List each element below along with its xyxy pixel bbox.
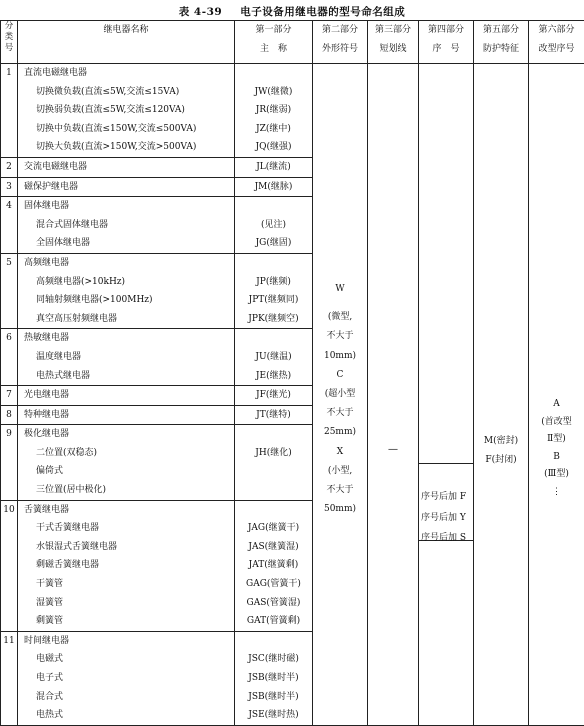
group-codes xyxy=(235,500,313,631)
header-part3-line2: 短划线 xyxy=(368,40,418,59)
shape-symbol-line: 不大于 xyxy=(313,404,367,423)
serial-suffix-line: 序号后加 F xyxy=(421,487,475,508)
group-codes xyxy=(235,329,313,386)
subtype-name: 电热式继电器 xyxy=(18,367,234,386)
category-name: 舌簧继电器 xyxy=(18,501,234,520)
group-num: 11 xyxy=(1,631,18,725)
shape-symbol-line: (小型, xyxy=(313,462,367,481)
group-codes xyxy=(235,64,313,158)
type-code: JPT(继频同) xyxy=(235,291,312,310)
type-code: JW(继微) xyxy=(235,83,312,102)
type-code: JL(继流) xyxy=(235,158,312,177)
subtype-name: 水银湿式舌簧继电器 xyxy=(18,538,234,557)
group-names xyxy=(18,405,235,425)
type-code: JU(继温) xyxy=(235,348,312,367)
type-code: JAG(继簧干) xyxy=(235,519,312,538)
header-row xyxy=(1,21,584,64)
group-num: 8 xyxy=(1,405,18,425)
type-code: JG(继固) xyxy=(235,234,312,253)
part4-text xyxy=(419,487,475,549)
group-codes xyxy=(235,405,313,425)
subtype-name: 三位置(居中极化) xyxy=(18,481,234,500)
subtype-name: 二位置(双稳态) xyxy=(18,444,234,463)
group-codes xyxy=(235,157,313,177)
category-name: 特种继电器 xyxy=(18,406,234,425)
type-code: JSE(继时热) xyxy=(235,706,312,725)
revision-line: Ⅱ型) xyxy=(529,431,584,449)
header-part6-line2: 改型序号 xyxy=(529,40,584,59)
group-num: 2 xyxy=(1,157,18,177)
header-part5 xyxy=(474,21,529,64)
type-code: JPK(继频空) xyxy=(235,310,312,329)
shape-symbol-line: (微型, xyxy=(313,308,367,327)
shape-symbol-line xyxy=(313,299,367,308)
subtype-name: 干簧管 xyxy=(18,575,234,594)
shape-symbol-line: 25mm) xyxy=(313,423,367,442)
type-code: JSB(继时半) xyxy=(235,669,312,688)
subtype-name: 同轴射频继电器(>100MHz) xyxy=(18,291,234,310)
revision-line: (Ⅲ型) xyxy=(529,466,584,484)
type-code: JF(继光) xyxy=(235,386,312,405)
group-codes xyxy=(235,386,313,406)
group-num: 5 xyxy=(1,253,18,328)
subtype-name: 电磁式 xyxy=(18,650,234,669)
group-names xyxy=(18,631,235,725)
header-part5-line2: 防护特征 xyxy=(474,40,528,59)
group-names xyxy=(18,157,235,177)
header-part2-line2: 外形符号 xyxy=(313,40,367,59)
type-code: JR(继弱) xyxy=(235,101,312,120)
subtype-name: 干式舌簧继电器 xyxy=(18,519,234,538)
group-names xyxy=(18,177,235,197)
part3-cell xyxy=(368,64,419,726)
group-codes xyxy=(235,253,313,328)
subtype-name: 电热式 xyxy=(18,706,234,725)
type-code: GAG(管簧干) xyxy=(235,575,312,594)
header-name: 继电器名称 xyxy=(18,21,235,64)
type-code xyxy=(235,64,312,83)
header-class-no: 分类号 xyxy=(1,21,18,64)
type-code: JT(继特) xyxy=(235,406,312,425)
type-code xyxy=(235,329,312,348)
table-caption: 电子设备用继电器的型号命名组成 xyxy=(240,6,405,18)
category-name: 直流电磁继电器 xyxy=(18,64,234,83)
subtype-name: 混合式 xyxy=(18,688,234,707)
category-name: 极化继电器 xyxy=(18,425,234,444)
table-row xyxy=(1,64,584,158)
revision-line: B xyxy=(529,449,584,467)
group-names xyxy=(18,500,235,631)
type-code: JAT(继簧剩) xyxy=(235,556,312,575)
type-code: JSC(继时磁) xyxy=(235,650,312,669)
category-name: 高频继电器 xyxy=(18,254,234,273)
group-num: 3 xyxy=(1,177,18,197)
subtype-name: 切换微负载(直流≤5W,交流≤15VA) xyxy=(18,83,234,102)
part5-text xyxy=(474,432,528,469)
part5-cell xyxy=(474,64,529,726)
type-code: JM(继脉) xyxy=(235,178,312,197)
shape-symbol-line: (超小型 xyxy=(313,385,367,404)
subtype-name: 切换中负载(直流≤150W,交流≤500VA) xyxy=(18,120,234,139)
part4-divider xyxy=(419,463,473,464)
serial-suffix-line: 序号后加 Y xyxy=(421,508,475,529)
header-part2 xyxy=(313,21,368,64)
type-code: JP(继频) xyxy=(235,273,312,292)
part4-cell xyxy=(419,64,474,726)
subtype-name: 湿簧管 xyxy=(18,594,234,613)
group-codes xyxy=(235,177,313,197)
shape-symbol-line: X xyxy=(313,443,367,462)
subtype-name: 高频继电器(>10kHz) xyxy=(18,273,234,292)
serial-suffix-line: 序号后加 S xyxy=(421,528,475,549)
shape-symbol-line: 不大于 xyxy=(313,327,367,346)
type-code: JAS(继簧湿) xyxy=(235,538,312,557)
group-names xyxy=(18,386,235,406)
header-part3-line1: 第三部分 xyxy=(368,21,418,40)
type-code xyxy=(235,481,312,500)
group-names xyxy=(18,329,235,386)
category-name: 热敏继电器 xyxy=(18,329,234,348)
header-part4 xyxy=(419,21,474,64)
relay-naming-table xyxy=(0,20,584,726)
header-part5-line1: 第五部分 xyxy=(474,21,528,40)
part2-cell xyxy=(313,64,368,726)
group-num: 7 xyxy=(1,386,18,406)
category-name: 磁保护继电器 xyxy=(18,178,234,197)
subtype-name: 剩磁舌簧继电器 xyxy=(18,556,234,575)
shape-symbol-line: 10mm) xyxy=(313,347,367,366)
type-code xyxy=(235,254,312,273)
subtype-name: 剩簧管 xyxy=(18,612,234,631)
group-codes xyxy=(235,631,313,725)
type-code xyxy=(235,632,312,651)
group-num: 9 xyxy=(1,425,18,500)
header-part3 xyxy=(368,21,419,64)
category-name: 交流电磁继电器 xyxy=(18,158,234,177)
group-num: 1 xyxy=(1,64,18,158)
revision-line: (首改型 xyxy=(529,414,584,432)
group-names xyxy=(18,64,235,158)
table-title xyxy=(0,4,584,19)
type-code: JZ(继中) xyxy=(235,120,312,139)
part6-text xyxy=(529,396,584,502)
group-codes xyxy=(235,425,313,500)
group-names xyxy=(18,253,235,328)
group-num: 10 xyxy=(1,500,18,631)
type-code xyxy=(235,425,312,444)
header-part4-line2: 序 号 xyxy=(419,40,473,59)
shape-symbol-line: W xyxy=(313,280,367,299)
group-names xyxy=(18,197,235,254)
type-code: JH(继化) xyxy=(235,444,312,463)
subtype-name: 偏倚式 xyxy=(18,462,234,481)
type-code: JE(继热) xyxy=(235,367,312,386)
shape-symbol-line: C xyxy=(313,366,367,385)
subtype-name: 混合式固体继电器 xyxy=(18,216,234,235)
shape-symbol-line: 不大于 xyxy=(313,481,367,500)
header-part6 xyxy=(529,21,584,64)
category-name: 光电继电器 xyxy=(18,386,234,405)
category-name: 时间继电器 xyxy=(18,632,234,651)
type-code: JSB(继时半) xyxy=(235,688,312,707)
header-part6-line1: 第六部分 xyxy=(529,21,584,40)
header-part2-line1: 第二部分 xyxy=(313,21,367,40)
subtype-name: 切换弱负载(直流≤5W,交流≤120VA) xyxy=(18,101,234,120)
dash-symbol: — xyxy=(368,441,418,460)
shape-symbol-line: 50mm) xyxy=(313,500,367,519)
subtype-name: 电子式 xyxy=(18,669,234,688)
subtype-name: 温度继电器 xyxy=(18,348,234,367)
protection-line: M(密封) xyxy=(474,432,528,451)
header-part1 xyxy=(235,21,313,64)
group-codes xyxy=(235,197,313,254)
revision-line: ⋮ xyxy=(529,484,584,502)
part6-cell xyxy=(529,64,584,726)
header-part4-line1: 第四部分 xyxy=(419,21,473,40)
part2-text xyxy=(313,280,367,519)
table-number: 表 4-39 xyxy=(179,6,222,18)
header-part1-line1: 第一部分 xyxy=(235,21,312,40)
protection-line: F(封闭) xyxy=(474,451,528,470)
type-code xyxy=(235,462,312,481)
subtype-name: 全固体继电器 xyxy=(18,234,234,253)
group-names xyxy=(18,425,235,500)
type-code: (见注) xyxy=(235,216,312,235)
subtype-name: 切换大负载(直流>150W,交流>500VA) xyxy=(18,138,234,157)
revision-line: A xyxy=(529,396,584,414)
type-code: GAT(管簧剩) xyxy=(235,612,312,631)
group-num: 6 xyxy=(1,329,18,386)
group-num: 4 xyxy=(1,197,18,254)
category-name: 固体继电器 xyxy=(18,197,234,216)
type-code: JQ(继强) xyxy=(235,138,312,157)
type-code: GAS(管簧湿) xyxy=(235,594,312,613)
type-code xyxy=(235,501,312,520)
type-code xyxy=(235,197,312,216)
subtype-name: 真空高压射频继电器 xyxy=(18,310,234,329)
header-part1-line2: 主 称 xyxy=(235,40,312,59)
